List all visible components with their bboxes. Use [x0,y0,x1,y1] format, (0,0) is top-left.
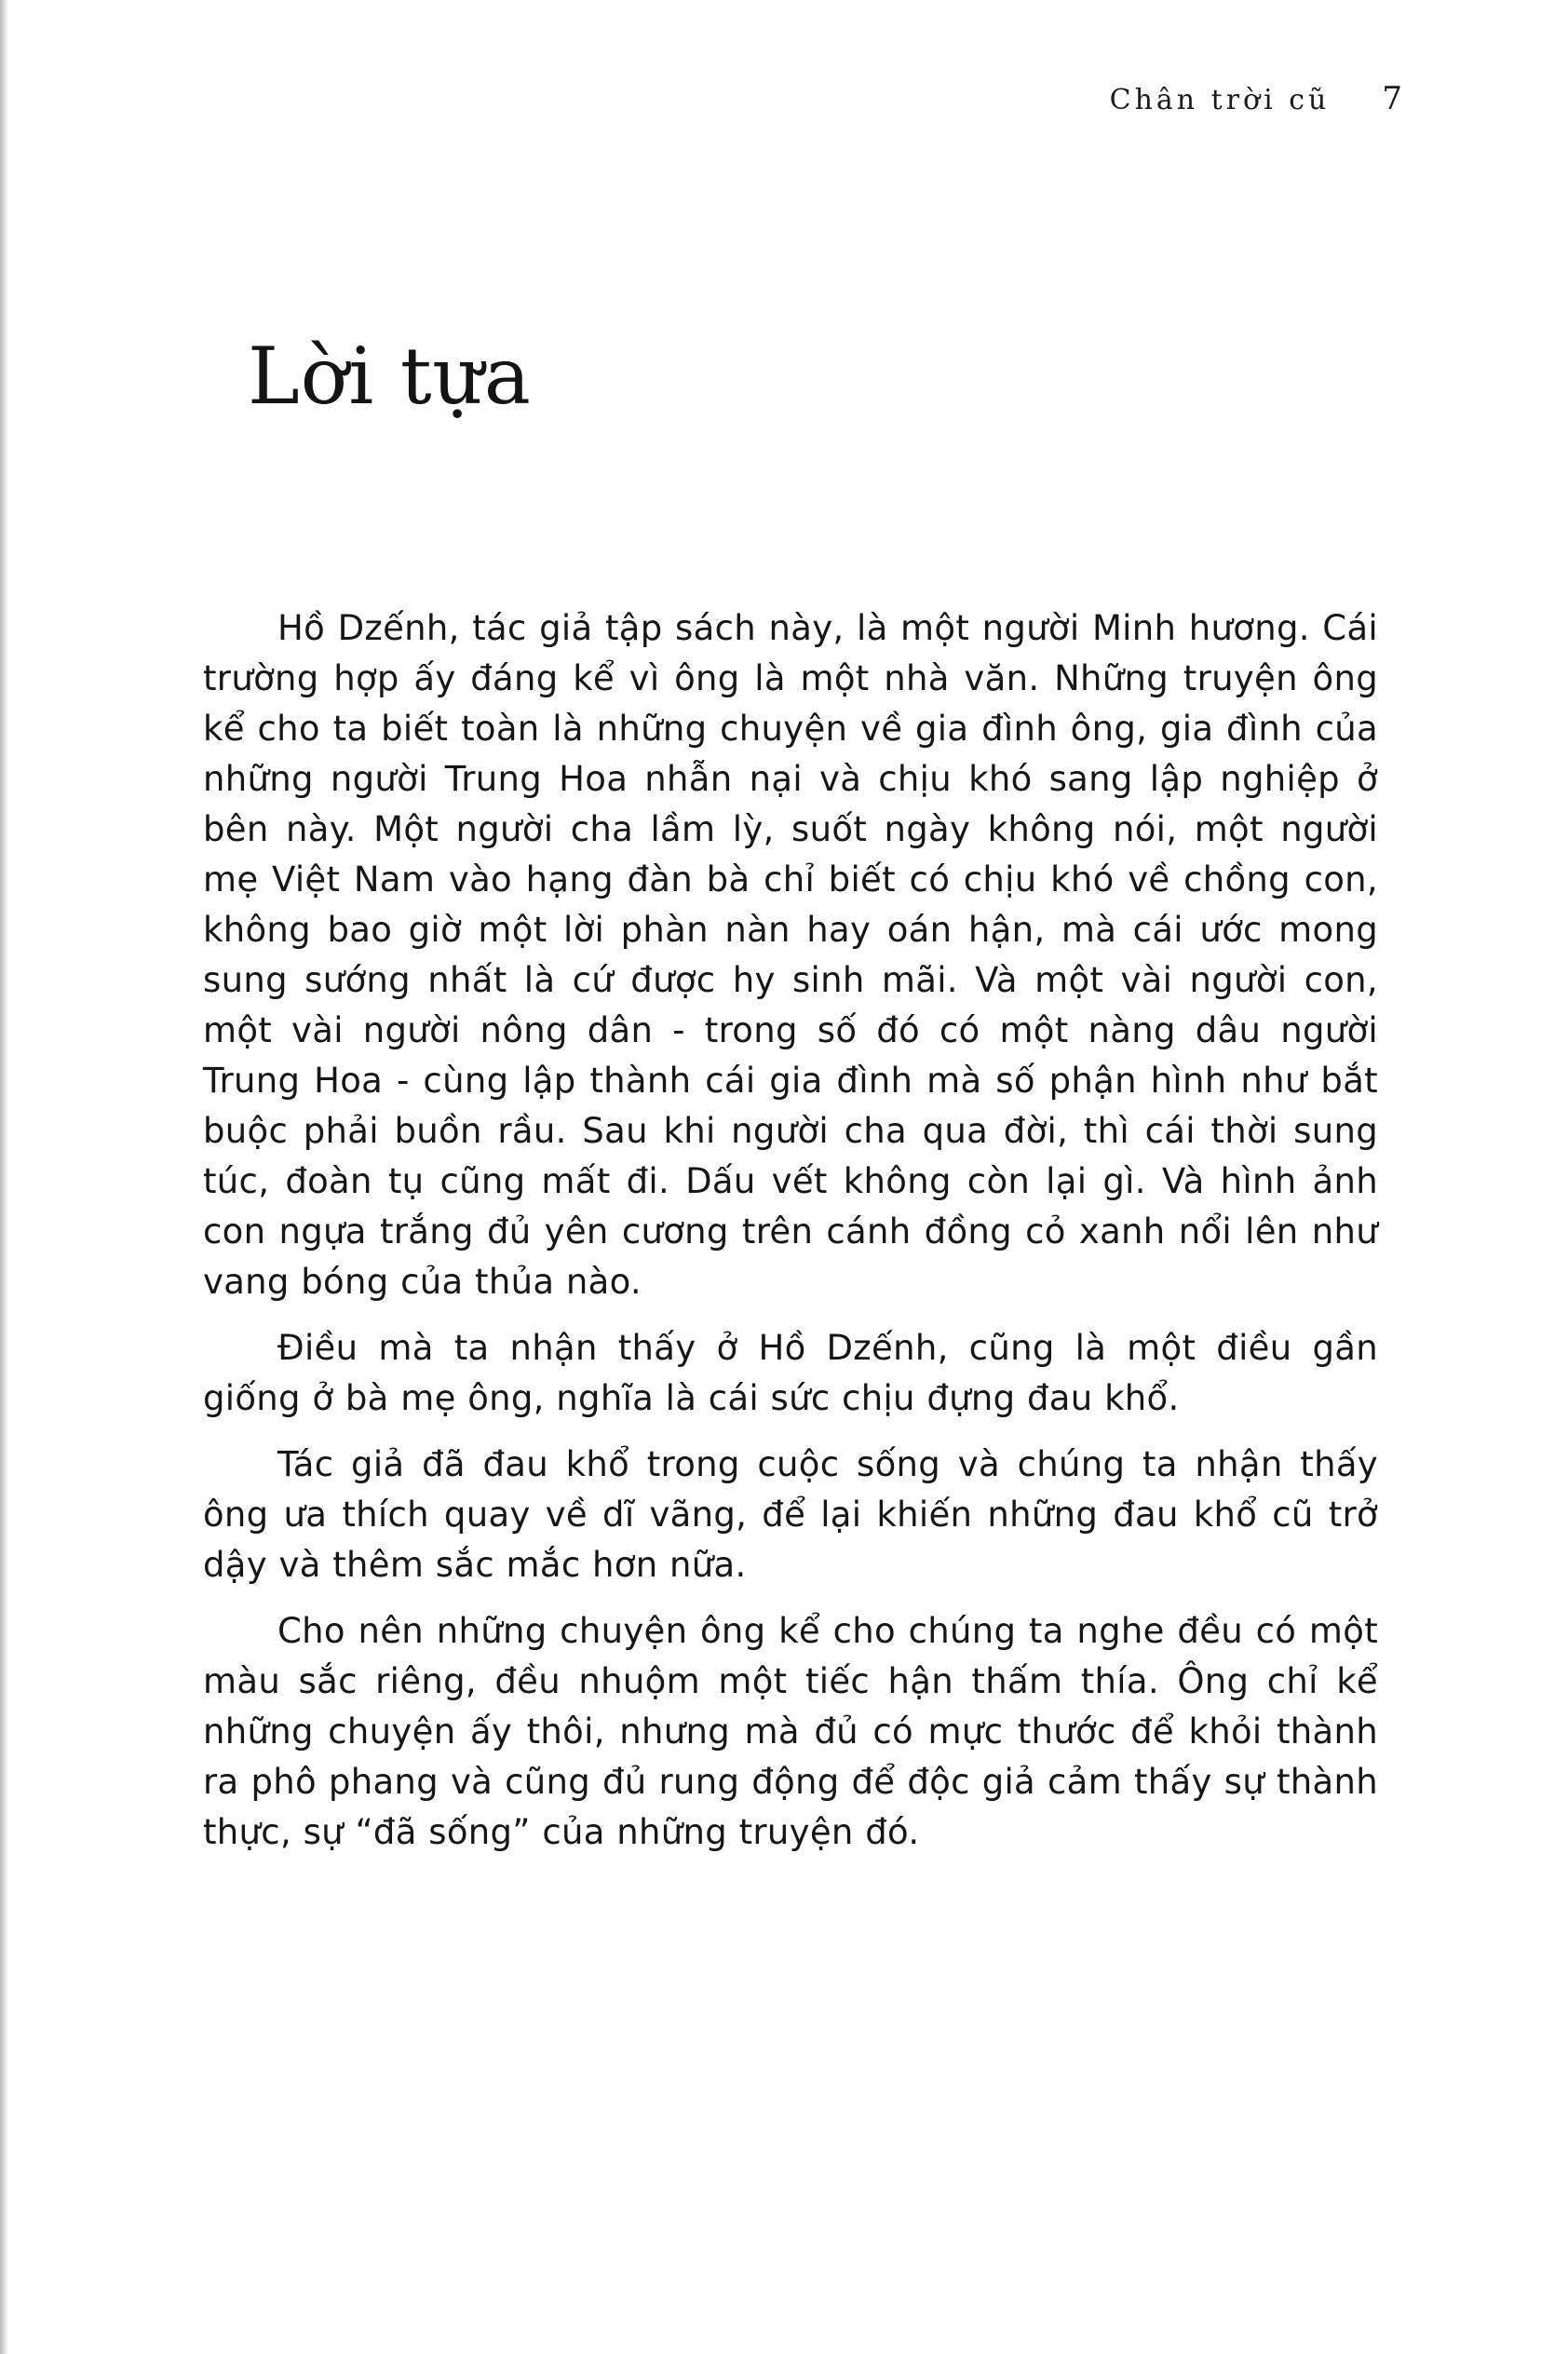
chapter-title: Lời tựa [248,331,532,422]
paragraph: Điều mà ta nhận thấy ở Hồ Dzếnh, cũng là một điều gần giống ở bà mẹ ông, nghĩa là cái sức chịu đựng đau khổ. [203,1328,1378,1418]
page-edge-shadow [0,0,8,2354]
running-title: Chân trời cũ [1109,84,1331,116]
paragraph: Tác giả đã đau khổ trong cuộc sống và chúng ta nhận thấy ông ưa thích quay về dĩ vãng, để lại khiến những đau khổ cũ trở dậy và thêm sắc mắc hơn nữa. [203,1444,1378,1585]
running-header [1110,80,1402,117]
paragraph: Hồ Dzếnh, tác giả tập sách này, là một người Minh hương. Cái trường hợp ấy đáng kể vì ông là một nhà văn. Những truyện ông kể cho ta biết toàn là những chuyện về gia đình ông, gia đình của những người Trung Hoa nhẫn nại và chịu khó sang lập nghiệp ở bên này. Một người cha lầm lỳ, suốt ngày không nói, một người mẹ Việt Nam vào hạng đàn bà chỉ biết có chịu khó về chồng con, không bao giờ một lời phàn nàn hay oán hận, mà cái ước mong sung sướng nhất là cứ được hy sinh mãi. Và một vài người con, một vài người nông dân - trong số đó có một nàng dâu người Trung Hoa - cùng lập thành cái gia đình mà số phận hình như bắt buộc phải buồn rầu. Sau khi người cha qua đời, thì cái thời sung túc, đoàn tụ cũng mất đi. Dấu vết không còn lại gì. Và hình ảnh con ngựa trắng đủ yên cương trên cánh đồng cỏ xanh nổi lên như vang bóng của thủa nào. [203,608,1378,1302]
paragraph: Cho nên những chuyện ông kể cho chúng ta nghe đều có một màu sắc riêng, đều nhuộm một tiếc hận thấm thía. Ông chỉ kể những chuyện ấy thôi, nhưng mà đủ có mực thước để khỏi thành ra phô phang và cũng đủ rung động để độc giả cảm thấy sự thành thực, sự “đã sống” của những truyện đó. [203,1611,1378,1852]
body-text [203,603,1378,1874]
page-number: 7 [1382,80,1402,117]
